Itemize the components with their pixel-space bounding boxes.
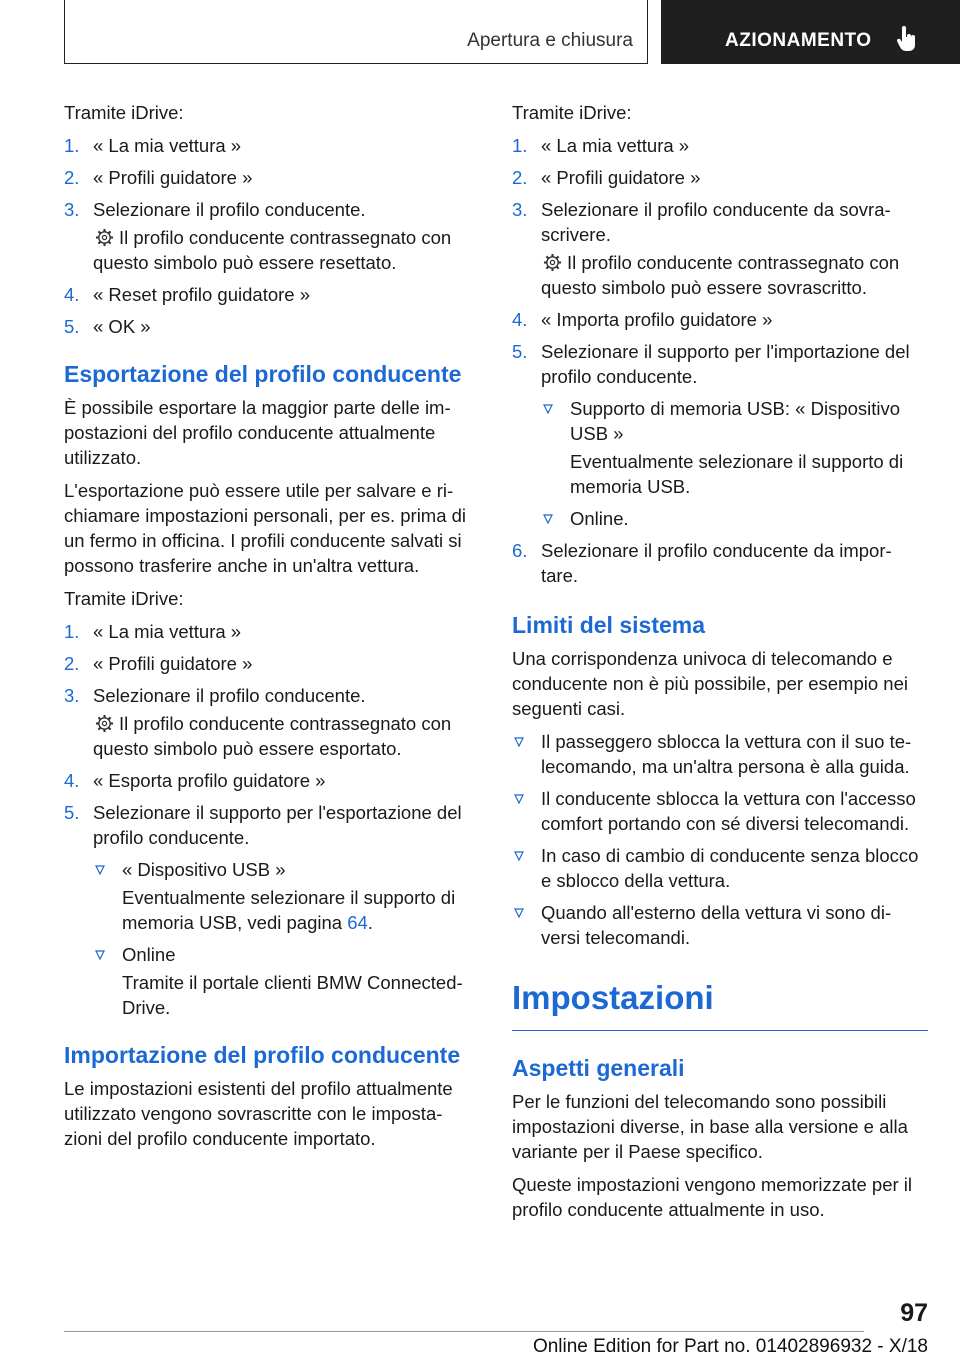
import-steps	[512, 133, 928, 588]
list-item: Online.	[541, 506, 928, 531]
triangle-bullet-icon	[514, 908, 524, 918]
paragraph: Le impostazioni esistenti del profilo attualmente utilizzato vengono sovrascritte con le imposta-zioni del profilo conducente importato.	[64, 1078, 453, 1149]
list-item: 2. « Profili guidatore »	[64, 653, 253, 674]
hand-pointer-icon	[896, 26, 918, 52]
edition-text: Online Edition for Part no. 01402896932 - X/18	[532, 1336, 928, 1357]
header-section-box	[661, 0, 960, 64]
list-item: 3. Selezionare il profilo conducente. Il profilo conducente contrassegnato con questo simbolo può essere resettato.	[64, 197, 476, 275]
triangle-bullet-icon	[514, 794, 524, 804]
list-item: 1. « La mia vettura »	[64, 135, 242, 156]
triangle-bullet-icon	[543, 404, 553, 414]
header-section: AZIONAMENTO	[725, 30, 872, 51]
list-item: 2. « Profili guidatore »	[64, 167, 253, 188]
page-number: 97	[900, 1299, 928, 1327]
footer-divider	[64, 1331, 864, 1332]
paragraph: Una corrispondenza univoca di telecomando e conducente non è più possibile, per esempio nei seguenti casi.	[512, 648, 908, 719]
gear-icon	[95, 228, 114, 247]
list-item: Il conducente sblocca la vettura con l'accesso comfort portando con sé diversi telecomandi.	[512, 786, 928, 836]
list-item: 4. « Importa profilo guidatore »	[512, 309, 773, 330]
list-item: « Dispositivo USB » Eventualmente selezionare il supporto di memoria USB, vedi pagina 64.	[93, 857, 476, 935]
step-note: Il profilo conducente contrassegnato con questo simbolo può essere esportato.	[93, 713, 452, 759]
heading-limits: Limiti del sistema	[512, 612, 706, 638]
header-title: Apertura e chiusura	[467, 30, 633, 51]
list-item: 5. Selezionare il supporto per l'importazione del profilo conducente. Supporto di memoria USB: « Dispositivo USB » Eventualmente selezionare il supporto di memoria USB. Online.	[512, 339, 928, 531]
page-link[interactable]: 64	[347, 912, 368, 933]
list-item: 3. Selezionare il profilo conducente. Il profilo conducente contrassegnato con questo simbolo può essere esportato.	[64, 683, 476, 761]
triangle-bullet-icon	[95, 865, 105, 875]
list-item: In caso di cambio di conducente senza blocco e sblocco della vettura.	[512, 843, 928, 893]
sub-list	[541, 396, 928, 531]
list-item: 3. Selezionare il profilo conducente da sovra-scrivere. Il profilo conducente contrassegnato con questo simbolo può essere sovrascritto.	[512, 197, 928, 300]
gear-icon	[95, 714, 114, 733]
header-title-box	[64, 0, 648, 64]
list-item: 5. « OK »	[64, 316, 151, 337]
left-column	[64, 100, 476, 1159]
step-note: Il profilo conducente contrassegnato con questo simbolo può essere resettato.	[93, 227, 452, 273]
list-item: 4. « Reset profilo guidatore »	[64, 284, 310, 305]
list-item: Quando all'esterno della vettura vi sono di-versi telecomandi.	[512, 900, 928, 950]
reset-steps	[64, 133, 476, 339]
export-steps	[64, 619, 476, 1020]
list-item: Il passeggero sblocca la vettura con il suo te-lecomando, ma un'altra persona è alla guida.	[512, 729, 928, 779]
triangle-bullet-icon	[514, 851, 524, 861]
step-note: Il profilo conducente contrassegnato con questo simbolo può essere sovrascritto.	[541, 252, 900, 298]
list-item: Supporto di memoria USB: « Dispositivo USB » Eventualmente selezionare il supporto di memoria USB.	[541, 396, 928, 499]
paragraph: Per le funzioni del telecomando sono possibili impostazioni diverse, in base alla versione e alla variante per il Paese specifico.	[512, 1091, 908, 1162]
intro-text: Tramite iDrive:	[64, 102, 184, 123]
heading-import: Importazione del profilo conducente	[64, 1042, 461, 1068]
triangle-bullet-icon	[95, 950, 105, 960]
heading-export: Esportazione del profilo conducente	[64, 361, 462, 387]
sub-list	[93, 857, 476, 1020]
list-item: 6. Selezionare il profilo conducente da impor-tare.	[512, 540, 892, 586]
list-item: 2. « Profili guidatore »	[512, 167, 701, 188]
triangle-bullet-icon	[514, 737, 524, 747]
paragraph: L'esportazione può essere utile per salvare e ri-chiamare impostazioni personali, per es. prima di un fermo in officina. I profili conducente salvati si possono trasferire anche in un'altra vettura.	[64, 480, 467, 576]
list-item: 5. Selezionare il supporto per l'esportazione del profilo conducente. « Dispositivo USB » Eventualmente selezionare il supporto di memoria USB, vedi pagina 64. Online Tramite il portale clienti BMW Connected-Drive.	[64, 800, 476, 1020]
heading-general: Aspetti generali	[512, 1055, 685, 1081]
list-item: 4. « Esporta profilo guidatore »	[64, 770, 326, 791]
list-item: Online Tramite il portale clienti BMW Connected-Drive.	[93, 942, 476, 1020]
triangle-bullet-icon	[543, 514, 553, 524]
intro-text: Tramite iDrive:	[512, 102, 632, 123]
list-item: 1. « La mia vettura »	[64, 621, 242, 642]
gear-icon	[543, 253, 562, 272]
paragraph: Queste impostazioni vengono memorizzate per il profilo conducente attualmente in uso.	[512, 1174, 912, 1220]
right-column	[512, 100, 928, 1230]
heading-settings: Impostazioni	[512, 978, 928, 1031]
limits-list	[512, 729, 928, 950]
paragraph: È possibile esportare la maggior parte delle im-postazioni del profilo conducente attualmente utilizzato.	[64, 397, 451, 468]
intro-text: Tramite iDrive:	[64, 588, 184, 609]
list-item: 1. « La mia vettura »	[512, 135, 690, 156]
